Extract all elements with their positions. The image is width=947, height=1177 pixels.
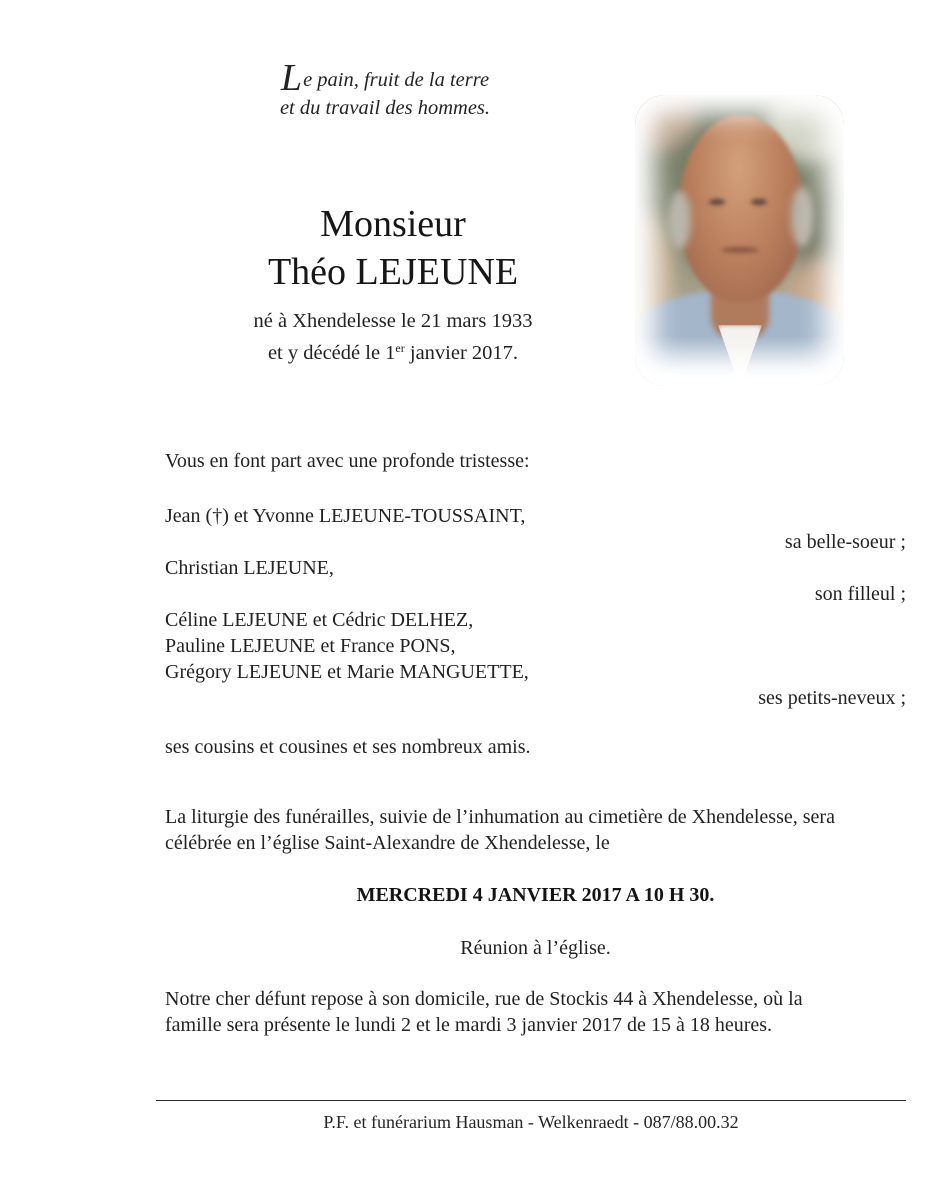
repose-paragraph xyxy=(165,986,906,1038)
mourner-line: Céline LEJEUNE et Cédric DELHEZ, xyxy=(165,609,474,631)
mourner-line: Grégory LEJEUNE et Marie MANGUETTE, xyxy=(165,661,529,683)
mourner-line: son filleul ; xyxy=(814,583,906,605)
meeting-line: Réunion à l’église. xyxy=(460,937,611,959)
funeral-home-info: P.F. et funérarium Hausman - Welkenraedt - 087/88.00.32 xyxy=(323,1112,739,1132)
mourners-list xyxy=(165,503,906,760)
repose-line1: Notre cher défunt repose à son domicile, rue de Stockis 44 à Xhendelesse, où la xyxy=(165,988,803,1010)
deceased-heading xyxy=(165,200,621,367)
mourner-line: Jean (†) et Yvonne LEJEUNE-TOUSSAINT, xyxy=(165,505,526,527)
deceased-portrait-photo xyxy=(635,95,844,386)
liturgy-line2: célébrée en l’église Saint-Alexandre de Xhendelesse, le xyxy=(165,832,610,854)
repose-line2: famille sera présente le lundi 2 et le mardi 3 janvier 2017 de 15 à 18 heures. xyxy=(165,1014,773,1036)
announcement-body xyxy=(165,448,906,1038)
epigraph-drop-cap: L xyxy=(280,57,304,99)
epigraph-line2: et du travail des hommes. xyxy=(279,97,491,119)
mourner-line: Christian LEJEUNE, xyxy=(165,557,334,579)
mourner-line: ses cousins et cousines et ses nombreux amis. xyxy=(165,736,531,758)
death-line: et y décédé le 1er janvier 2017. xyxy=(267,341,519,364)
liturgy-line1: La liturgie des funérailles, suivie de l’inhumation au cimetière de Xhendelesse, sera xyxy=(165,806,835,828)
announcement-intro: Vous en font part avec une profonde tristesse: xyxy=(165,450,530,472)
mourner-line: sa belle-soeur ; xyxy=(784,531,906,553)
epigraph-line1 xyxy=(280,57,490,99)
epigraph xyxy=(165,57,605,122)
deceased-dates xyxy=(165,308,621,367)
liturgy-paragraph xyxy=(165,804,906,856)
ordinal-superscript: er xyxy=(395,341,405,355)
mourner-line: ses petits-neveux ; xyxy=(758,687,906,709)
mourner-line: Pauline LEJEUNE et France PONS, xyxy=(165,635,456,657)
deceased-name: Théo LEJEUNE xyxy=(267,251,519,293)
photo-feather-edge xyxy=(635,95,844,386)
epigraph-line1-rest: e pain, fruit de la terre xyxy=(303,69,490,91)
ceremony-date: MERCREDI 4 JANVIER 2017 A 10 H 30. xyxy=(356,884,715,906)
birth-line: né à Xhendelesse le 21 mars 1933 xyxy=(253,310,533,332)
footer-divider xyxy=(156,1100,906,1101)
deceased-title: Monsieur xyxy=(320,203,466,245)
